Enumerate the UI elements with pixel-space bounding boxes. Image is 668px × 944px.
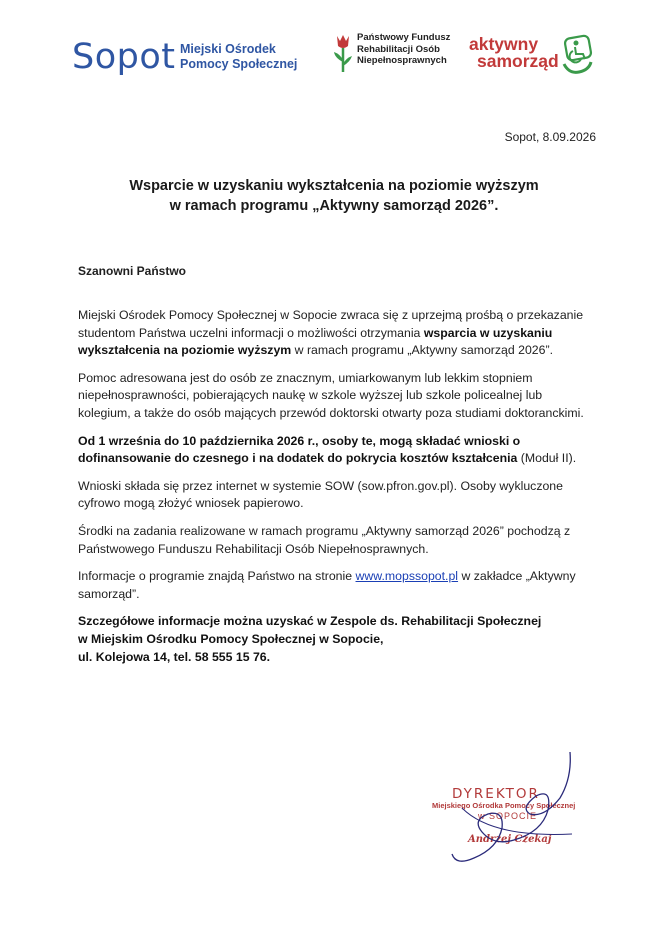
title-line-1: Wsparcie w uzyskaniu wykształcenia na poziomie wyższym (129, 178, 539, 194)
pfron-logo-text (357, 32, 450, 67)
p3-bold: Od 1 września do 10 października 2026 r., osoby te, mogą składać wnioski o dofinansowanie do czesnego i na dodatek do pokrycia kosztów kształcenia (78, 433, 521, 466)
salutation: Szanowni Państwo (78, 264, 187, 278)
mops-line-2: Pomocy Społecznej (180, 57, 298, 71)
letter-body (78, 307, 598, 676)
mops-line-1: Miejski Ośrodek (180, 42, 276, 56)
stamp-title: DYREKTOR (452, 786, 540, 802)
as-logo-text (469, 36, 559, 70)
p1-text-b: w ramach programu „Aktywny samorząd 2026”. (291, 343, 553, 358)
letter-title (80, 176, 588, 216)
stamp-name: Andrzej Czekaj (468, 834, 552, 845)
pfron-line-2: Rehabilitacji Osób (357, 43, 440, 55)
p3-text: (Moduł II). (517, 451, 577, 466)
p6-text-a: Informacje o programie znajdą Państwo na stronie (78, 569, 356, 584)
p6-text-b: w zakładce „Aktywny samorząd”. (78, 569, 576, 601)
p7-line-3: ul. Kolejowa 14, tel. 58 555 15 76. (78, 649, 271, 664)
p1-text-a: Miejski Ośrodek Pomocy Społecznej w Sopocie zwraca się z uprzejmą prośbą o przekazanie studentom Państwa uczelni informacji o możliwości otrzymania (78, 308, 584, 340)
paragraph-6 (78, 568, 598, 603)
pfron-line-1: Państwowy Fundusz (357, 32, 451, 43)
p1-bold: wsparcia w uzyskaniu wykształcenia na poziomie wyższym (78, 325, 553, 358)
paragraph-2: Pomoc adresowana jest do osób ze znacznym, umiarkowanym lub lekkim stopniem niepełnosprawności, pobierających naukę w szkole wyższej lub szkole policealnej lub kolegium, a także do osób mających przewód doktorski otwarty poza studiami doktoranckimi. (78, 370, 584, 420)
title-line-2: w ramach programu „Aktywny samorząd 2026”. (169, 198, 499, 214)
paragraph-7 (78, 613, 598, 666)
pfron-logo (331, 32, 461, 84)
mops-website-link[interactable]: www.mopssopot.pl (355, 569, 459, 584)
paragraph-4: Wnioski składa się przez internet w systemie SOW (sow.pfron.gov.pl). Osoby wykluczone cyfrowo mogą złożyć wniosek papierowo. (78, 478, 563, 511)
pfron-tulip-icon (331, 32, 355, 76)
p7-line-2: w Miejskim Ośrodku Pomocy Społecznej w Sopocie, (78, 631, 384, 646)
pfron-line-3: Niepełnosprawnych (357, 55, 447, 66)
paragraph-1 (78, 307, 598, 360)
mops-sopot-logo (72, 36, 328, 80)
paragraph-3 (78, 433, 598, 468)
handwritten-signature (432, 748, 592, 888)
stamp-city: w SOPOCIE (478, 811, 538, 821)
accessibility-icon (561, 34, 595, 76)
stamp-institution: Miejskiego Ośrodka Pomocy Społecznej (432, 801, 576, 810)
as-line-1: aktywny (469, 34, 539, 54)
sopot-logo-text: Sopot (72, 37, 176, 77)
p7-line-1: Szczegółowe informacje można uzyskać w Zespole ds. Rehabilitacji Społecznej (78, 614, 542, 629)
mops-logo-text (180, 42, 297, 72)
paragraph-5: Środki na zadania realizowane w ramach programu „Aktywny samorząd 2026” pochodzą z Państwowego Funduszu Rehabilitacji Osób Niepełnosprawnych. (78, 523, 571, 556)
aktywny-samorzad-logo (469, 34, 599, 82)
letter-date: Sopot, 8.09.2026 (504, 130, 596, 144)
as-line-2: samorząd (477, 51, 559, 71)
